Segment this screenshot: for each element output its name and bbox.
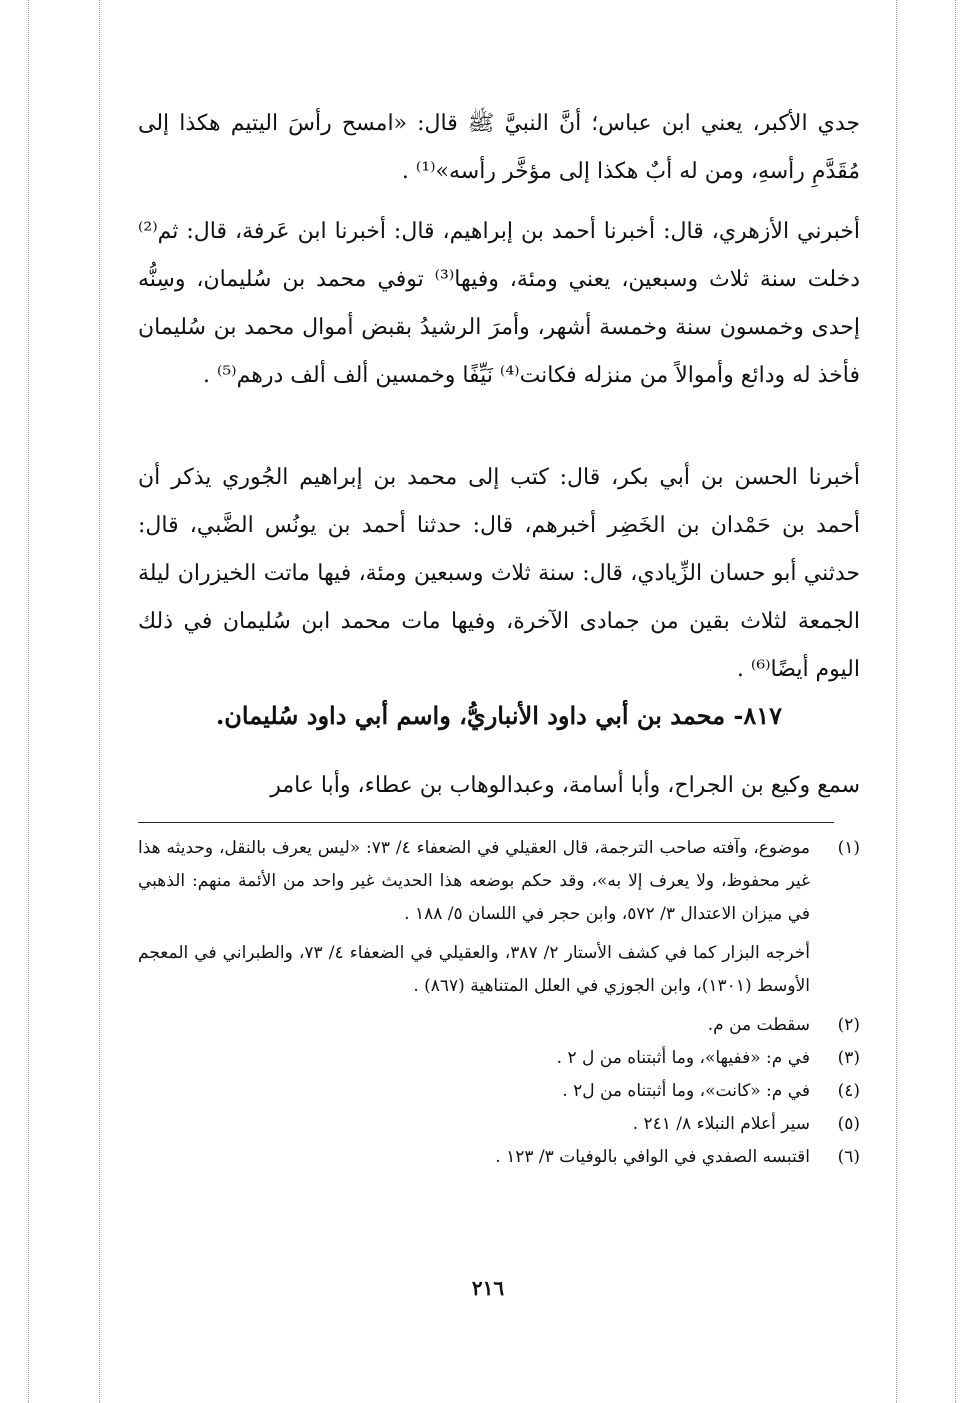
- footnote-number: (٦): [837, 1147, 860, 1167]
- page-edge-line: [955, 0, 956, 1403]
- footnote-2: [138, 1009, 860, 1042]
- footnote-1: [138, 832, 860, 931]
- body-paragraph-4: سمع وكيع بن الجراح، وأبا أسامة، وعبدالوهاب بن عطاء، وأبا عامر: [270, 773, 860, 798]
- footnote-number: (٣): [837, 1048, 860, 1068]
- footnote-text: موضوع، وآفته صاحب الترجمة، قال العقيلي في الضعفاء ٤/ ٧٣: «ليس يعرف بالنقل، وحديثه هذا غير محفوظ، ولا يعرف إلا به»، وقد حكم بوضعه هذا الحديث غير واحد من الأئمة منهم: الذهبي في ميزان الاعتدال ٣/ ٥٧٢، وابن حجر في اللسان ٥/ ١٨٨ .: [138, 838, 811, 924]
- footnote-number: (٢): [837, 1015, 860, 1035]
- footnotes-section: [138, 832, 860, 1174]
- footnote-text: سير أعلام النبلاء ٨/ ٢٤١ .: [632, 1114, 810, 1134]
- footnote-number: (١): [837, 838, 860, 858]
- page-edge-line: [99, 0, 100, 1403]
- body-paragraph-1: جدي الأكبر، يعني ابن عباس؛ أنَّ النبيَّ ﷺ قال: «امسح رأسَ اليتيم هكذا إلى مُقَدَّمِ رأسهِ، ومن له أبٌ هكذا إلى مؤخَّر رأسه»⁽¹⁾ .: [138, 111, 860, 184]
- entry-heading: ٨١٧- محمد بن أبي داود الأنباريُّ، واسم أبي داود سُليمان.: [215, 701, 783, 730]
- footnote-3: [138, 1042, 860, 1075]
- body-paragraph-2: أخبرني الأزهري، قال: أخبرنا أحمد بن إبراهيم، قال: أخبرنا ابن عَرفة، قال: ثم⁽²⁾ دخلت سنة ثلاث وسبعين، يعني ومئة، وفيها⁽³⁾ توفي محمد بن سُليمان، وسِنُّه إحدى وخمسون سنة وخمسة أشهر، وأمرَ الرشيدُ بقبض أموال محمد بن سُليمان فأخذ له ودائع وأموالاً من منزله فكانت⁽⁴⁾ نَيِّفًا وخمسين ألف ألف درهم⁽⁵⁾ .: [138, 219, 861, 388]
- footnote-6: [138, 1141, 860, 1174]
- body-paragraph-3: أخبرنا الحسن بن أبي بكر، قال: كتب إلى محمد بن إبراهيم الجُوري يذكر أن أحمد بن حَمْدان بن الخَضِر أخبرهم، قال: حدثنا أحمد بن يونُس الضَّبي، قال: حدثني أبو حسان الزِّيادي، قال: سنة ثلاث وسبعين ومئة، فيها ماتت الخيزران ليلة الجمعة لثلاث بقين من جمادى الآخرة، وفيها مات محمد ابن سُليمان في ذلك اليوم أيضًا⁽⁶⁾ .: [138, 465, 860, 682]
- footnote-5: [138, 1108, 860, 1141]
- page-number: ٢١٦: [471, 1276, 505, 1300]
- footnote-4: [138, 1075, 860, 1108]
- footnote-number: (٤): [837, 1081, 860, 1101]
- page-edge-line: [896, 0, 897, 1403]
- footnote-1-continuation: أخرجه البزار كما في كشف الأستار ٢/ ٣٨٧، والعقيلي في الضعفاء ٤/ ٧٣، والطبراني في المعجم الأوسط (١٣٠١)، وابن الجوزي في العلل المتناهية (٨٦٧) .: [138, 943, 811, 996]
- footnote-number: (٥): [837, 1114, 860, 1134]
- footnote-separator: [138, 822, 834, 823]
- footnote-text: في م: «ففيها»، وما أثبتناه من ل ٢ .: [556, 1048, 810, 1068]
- footnote-text: اقتبسه الصفدي في الوافي بالوفيات ٣/ ١٢٣ .: [495, 1147, 810, 1167]
- footnote-text: سقطت من م.: [707, 1015, 810, 1035]
- page-edge-line: [28, 0, 29, 1403]
- footnote-text: في م: «كانت»، وما أثبتناه من ل٢ .: [562, 1081, 810, 1101]
